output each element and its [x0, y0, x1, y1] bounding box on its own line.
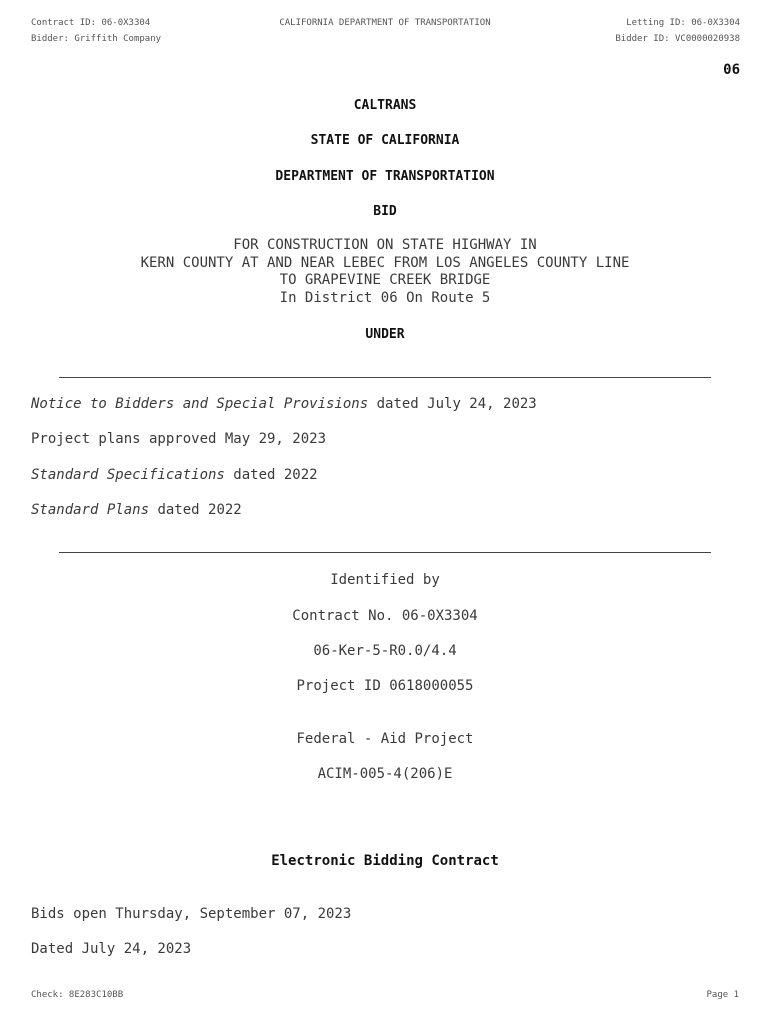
bottom-divider: [59, 552, 711, 553]
agency-header: CALIFORNIA DEPARTMENT OF TRANSPORTATION: [279, 18, 491, 28]
dated-line: Dated July 24, 2023: [31, 941, 192, 957]
document-title: Project plans approved May 29, 2023: [31, 431, 327, 447]
bids-open-line: Bids open Thursday, September 07, 2023: [31, 906, 352, 922]
state-title: STATE OF CALIFORNIA: [310, 133, 460, 148]
under-title: UNDER: [365, 327, 405, 342]
page-number: Page 1: [706, 990, 739, 1000]
district-badge: 06: [723, 62, 740, 78]
document-title: Standard Specifications: [31, 467, 225, 483]
construction-line: KERN COUNTY AT AND NEAR LEBEC FROM LOS ANGELES COUNTY LINE: [140, 254, 630, 271]
document-line-specifications: [31, 467, 318, 483]
document-line-standard-plans: [31, 502, 242, 518]
document-line-notice: [31, 396, 537, 412]
construction-description: [0, 237, 770, 307]
department-title: DEPARTMENT OF TRANSPORTATION: [275, 169, 495, 184]
document-date: dated 2022: [224, 467, 318, 483]
project-id: Project ID 0618000055: [296, 678, 474, 694]
document-date: dated 2022: [149, 502, 242, 518]
top-divider: [59, 377, 711, 378]
identified-by-label: Identified by: [330, 572, 440, 588]
contract-id-header: Contract ID: 06-0X3304: [31, 18, 151, 28]
bid-title: BID: [373, 204, 397, 219]
electronic-bidding-title: Electronic Bidding Contract: [271, 853, 499, 869]
construction-line: In District 06 On Route 5: [279, 289, 491, 306]
document-date: dated July 24, 2023: [368, 396, 537, 412]
check-code: Check: 8E283C10BB: [31, 990, 124, 1000]
document-line-plans: [31, 431, 326, 447]
construction-line: FOR CONSTRUCTION ON STATE HIGHWAY IN: [233, 237, 537, 253]
federal-aid-number: ACIM-005-4(206)E: [317, 766, 453, 782]
document-title: Standard Plans: [31, 502, 150, 518]
federal-aid-label: Federal - Aid Project: [296, 731, 474, 747]
letting-id-header: Letting ID: 06-0X3304: [626, 18, 740, 28]
bidder-header: Bidder: Griffith Company: [31, 34, 162, 44]
construction-line: TO GRAPEVINE CREEK BRIDGE: [279, 272, 491, 288]
location-code: 06-Ker-5-R0.0/4.4: [313, 643, 457, 659]
contract-number: Contract No. 06-0X3304: [292, 608, 478, 624]
document-title: Notice to Bidders and Special Provisions: [31, 396, 369, 412]
caltrans-title: CALTRANS: [353, 98, 417, 113]
bidder-id-header: Bidder ID: VC0000020938: [615, 34, 740, 44]
